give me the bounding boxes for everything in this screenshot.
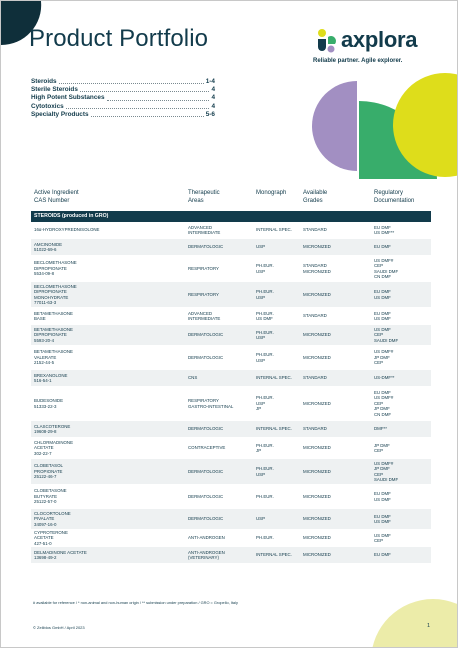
cell-regulatory <box>374 222 430 238</box>
cell-ingredient-text: BECLOMETHASONE DIPROPIONATE 5534-09-8 <box>34 260 77 277</box>
cell-monograph <box>256 325 302 345</box>
cell-regulatory <box>374 256 430 281</box>
cell-regulatory <box>374 421 430 437</box>
cell-monograph-text: USP <box>256 244 266 250</box>
cell-grades-text: MICRONIZED <box>303 535 331 541</box>
cell-grades <box>303 438 369 458</box>
cell-ingredient-text: CHLORMADINONE ACETATE 302-22-7 <box>34 439 74 456</box>
cell-grades <box>303 421 369 437</box>
cell-areas-text: RESPIRATORY <box>188 265 219 271</box>
cell-areas <box>188 239 252 255</box>
cell-monograph-text: INTERNAL SPEC. <box>256 375 292 381</box>
cell-areas <box>188 282 252 307</box>
table-of-contents <box>31 78 215 119</box>
cell-regulatory <box>374 438 430 458</box>
header-regulatory: Regulatory Documentation <box>374 190 415 204</box>
cell-areas-text: RESPIRATORY GASTRO-INTESTINAL <box>188 398 234 409</box>
toc-item[interactable]: High Potent Substances 4 <box>31 94 215 102</box>
table-header <box>31 190 431 212</box>
cell-monograph-text: PH.EUR. US DMF <box>256 310 274 321</box>
cell-ingredient <box>34 387 184 420</box>
cell-grades-text: STANDARD <box>303 313 327 319</box>
cell-grades <box>303 325 369 345</box>
cell-areas <box>188 530 252 546</box>
cell-regulatory-text: EU DMF US DMF <box>374 289 391 300</box>
cell-regulatory-text: JP DMF CEP <box>374 442 390 453</box>
page-number: 1 <box>427 623 431 629</box>
table-row <box>31 530 431 547</box>
cell-regulatory-text: EU DMF US DMF** <box>374 224 395 235</box>
cell-monograph <box>256 509 302 529</box>
cell-areas-text: ANTI-ANDROGEN (VETERINARY) <box>188 549 225 560</box>
cell-grades <box>303 346 369 369</box>
cell-monograph-text: PH.EUR. JP <box>256 442 274 453</box>
cell-ingredient <box>34 530 184 546</box>
logo-wordmark: axplora <box>341 27 418 52</box>
cell-regulatory <box>374 459 430 484</box>
cell-areas <box>188 325 252 345</box>
cell-monograph <box>256 485 302 508</box>
cell-areas <box>188 222 252 238</box>
cell-grades <box>303 239 369 255</box>
page-title: Product Portfolio <box>29 25 209 52</box>
cell-grades <box>303 370 369 386</box>
cell-regulatory-text: EU DMF US DMF# CEP JP DMF CN DMF <box>374 389 394 417</box>
yellow-footer-circle <box>371 599 457 647</box>
cell-monograph-text: PH.EUR. <box>256 535 274 541</box>
cell-ingredient <box>34 346 184 369</box>
cell-regulatory <box>374 325 430 345</box>
cell-monograph <box>256 308 302 324</box>
table-row <box>31 485 431 509</box>
cell-areas <box>188 308 252 324</box>
cell-monograph <box>256 222 302 238</box>
cell-monograph-text: PH.EUR. USP <box>256 329 274 340</box>
cell-grades <box>303 547 369 563</box>
cell-grades-text: MICRONIZED <box>303 400 331 406</box>
table-row <box>31 222 431 239</box>
cell-ingredient-text: BETAMETHASONE VALERATE 2152-44-5 <box>34 349 73 366</box>
cell-regulatory-text: EU DMF US DMF <box>374 491 391 502</box>
cell-regulatory-text: US DMF# JP DMF CEP SAUDI DMF <box>374 460 399 482</box>
cell-grades-text: MICRONIZED <box>303 493 331 499</box>
cell-areas-text: CONTRACEPTIVE <box>188 445 226 451</box>
cell-regulatory <box>374 239 430 255</box>
cell-monograph <box>256 346 302 369</box>
cell-ingredient <box>34 438 184 458</box>
cell-areas-text: DERMATOLOGIC <box>188 332 224 338</box>
cell-grades <box>303 485 369 508</box>
cell-regulatory-text: EU DMF <box>374 552 391 558</box>
cell-areas-text: DERMATOLOGIC <box>188 354 224 360</box>
cell-monograph-text: INTERNAL SPEC. <box>256 552 292 558</box>
cell-ingredient <box>34 308 184 324</box>
cell-ingredient-text: BECLOMETHASONE DIPROPIONATE MONOHYDRATE 77011-63-3 <box>34 283 77 305</box>
header-areas: Therapeutic Areas <box>188 190 220 204</box>
cell-grades-text: MICRONIZED <box>303 244 331 250</box>
cell-regulatory <box>374 346 430 369</box>
cell-monograph-text: PH.EUR. USP JP <box>256 395 274 412</box>
toc-item[interactable]: Cytotoxics 4 <box>31 102 215 110</box>
cell-regulatory-text: US DMF CEP SAUDI DMF <box>374 326 399 343</box>
cell-regulatory-text: US DMF# CEP SAUDI DMF CN DMF <box>374 257 399 279</box>
cell-ingredient <box>34 256 184 281</box>
cell-ingredient-text: AMCINONIDE 51022-69-6 <box>34 241 63 252</box>
cell-grades-text: MICRONIZED <box>303 332 331 338</box>
cell-regulatory <box>374 308 430 324</box>
cell-monograph <box>256 459 302 484</box>
cell-areas-text: DERMATOLOGIC <box>188 426 224 432</box>
cell-monograph <box>256 547 302 563</box>
footer-copyright: © Zeliblos GmbH / April 2023 <box>33 625 85 630</box>
header-ingredient: Active Ingredient CAS Number <box>34 190 79 204</box>
cell-monograph-text: PH.EUR. USP <box>256 352 274 363</box>
cell-grades-text: MICRONIZED <box>303 445 331 451</box>
cell-monograph-text: PH.EUR. USP <box>256 289 274 300</box>
cell-grades-text: MICRONIZED <box>303 516 331 522</box>
cell-areas-text: CNS <box>188 375 198 381</box>
cell-grades-text: MICRONIZED <box>303 552 331 558</box>
cell-monograph-text: PH.EUR. USP <box>256 263 274 274</box>
cell-grades <box>303 459 369 484</box>
cell-regulatory-text: EU DMF <box>374 244 391 250</box>
cell-grades <box>303 282 369 307</box>
lavender-shape <box>312 81 357 171</box>
cell-ingredient-text: BETAMETHASONE DIPROPIONATE 5593-20-4 <box>34 326 73 343</box>
table-row <box>31 239 431 256</box>
cell-areas-text: ADVANCED INTERMEDIATE <box>188 310 221 321</box>
cell-ingredient <box>34 421 184 437</box>
table-row <box>31 308 431 325</box>
table-body <box>31 222 431 564</box>
cell-grades <box>303 387 369 420</box>
table-row <box>31 370 431 387</box>
cell-grades-text: MICRONIZED <box>303 468 331 474</box>
cell-ingredient-text: BETAMETHASONE BASE <box>34 310 73 321</box>
table-row <box>31 325 431 346</box>
cell-ingredient-text: 16α-HYDROXYPREDNISOLONE <box>34 227 100 233</box>
cell-regulatory <box>374 387 430 420</box>
cell-areas-text: ADVANCED INTERMEDIATE <box>188 224 221 235</box>
cell-regulatory-text: EU DMF US DMF <box>374 310 391 321</box>
cell-grades-text: MICRONIZED <box>303 354 331 360</box>
cell-ingredient-text: CLOCORTOLONE PIVALATE 34097-16-0 <box>34 510 71 527</box>
cell-ingredient <box>34 485 184 508</box>
cell-monograph <box>256 530 302 546</box>
cell-monograph <box>256 438 302 458</box>
table-row <box>31 387 431 421</box>
cell-areas <box>188 485 252 508</box>
cell-ingredient-text: BREXANOLONE 516-54-1 <box>34 372 68 383</box>
cell-areas <box>188 370 252 386</box>
cell-ingredient-text: CLOBETASONE BUTYRATE 25122-57-0 <box>34 488 67 505</box>
cell-monograph-text: INTERNAL SPEC. <box>256 426 292 432</box>
cell-areas-text: ANTI-ANDROGEN <box>188 535 225 541</box>
cell-areas <box>188 509 252 529</box>
cell-areas <box>188 387 252 420</box>
table-row <box>31 547 431 564</box>
cell-ingredient <box>34 222 184 238</box>
logo-mark-icon <box>315 28 339 54</box>
cell-areas <box>188 421 252 437</box>
cell-areas-text: DERMATOLOGIC <box>188 516 224 522</box>
cell-ingredient <box>34 239 184 255</box>
cell-ingredient-text: CLASCOTERONE 19608-29-8 <box>34 423 71 434</box>
cell-monograph <box>256 239 302 255</box>
table-row <box>31 256 431 282</box>
cell-grades <box>303 509 369 529</box>
cell-areas <box>188 346 252 369</box>
cell-areas-text: DERMATOLOGIC <box>188 244 224 250</box>
cell-areas <box>188 459 252 484</box>
cell-regulatory-text: EU DMF US DMF <box>374 513 391 524</box>
cell-monograph <box>256 370 302 386</box>
cell-ingredient <box>34 547 184 563</box>
table-row <box>31 421 431 438</box>
cell-regulatory-text: DMF** <box>374 426 387 432</box>
cell-regulatory <box>374 547 430 563</box>
cell-grades <box>303 256 369 281</box>
cell-regulatory-text: US-DMF** <box>374 375 395 381</box>
header-grades: Available Grades <box>303 190 328 204</box>
table-row <box>31 438 431 459</box>
cell-monograph-text: PH.EUR. USP <box>256 466 274 477</box>
table-row <box>31 509 431 530</box>
cell-areas <box>188 438 252 458</box>
cell-monograph <box>256 256 302 281</box>
cell-monograph <box>256 282 302 307</box>
cell-grades-text: MICRONIZED <box>303 291 331 297</box>
cell-monograph-text: INTERNAL SPEC. <box>256 227 292 233</box>
cell-regulatory-text: US DMF CEP <box>374 532 391 543</box>
section-header: STEROIDS (produced in GRO) <box>31 211 431 222</box>
cell-ingredient <box>34 370 184 386</box>
cell-grades-text: STANDARD <box>303 375 327 381</box>
cell-regulatory <box>374 485 430 508</box>
cell-monograph-text: USP <box>256 516 266 522</box>
cell-regulatory <box>374 370 430 386</box>
cell-areas <box>188 256 252 281</box>
cell-grades <box>303 308 369 324</box>
cell-monograph <box>256 421 302 437</box>
cell-ingredient <box>34 459 184 484</box>
cell-monograph-text: PH.EUR. <box>256 493 274 499</box>
cell-ingredient-text: BUDESONIDE 51333-22-3 <box>34 398 64 409</box>
cell-regulatory <box>374 282 430 307</box>
cell-regulatory <box>374 509 430 529</box>
cell-ingredient <box>34 282 184 307</box>
table-row <box>31 459 431 485</box>
toc-item[interactable]: Sterile Steroids 4 <box>31 86 215 94</box>
cell-areas-text: DERMATOLOGIC <box>188 493 224 499</box>
cell-grades-text: STANDARD <box>303 227 327 233</box>
cell-areas <box>188 547 252 563</box>
cell-areas-text: DERMATOLOGIC <box>188 468 224 474</box>
cell-ingredient-text: CLOBETASOL PROPIONATE 25122-46-7 <box>34 463 63 480</box>
toc-item[interactable]: Steroids 1-4 <box>31 78 215 85</box>
cell-ingredient-text: CYPROTERONE ACETATE 427-51-0 <box>34 529 68 546</box>
cell-areas-text: RESPIRATORY <box>188 291 219 297</box>
cell-regulatory <box>374 530 430 546</box>
toc-item[interactable]: Specialty Products 5-6 <box>31 110 215 118</box>
table-row <box>31 282 431 308</box>
header-monograph: Monograph <box>256 190 287 196</box>
cell-grades <box>303 530 369 546</box>
logo-tagline: Reliable partner. Agile explorer. <box>313 58 403 64</box>
cell-ingredient <box>34 509 184 529</box>
cell-regulatory-text: US DMF# JP DMF CEP <box>374 349 394 366</box>
cell-ingredient <box>34 325 184 345</box>
table-row <box>31 346 431 370</box>
cell-grades-text: STANDARD MICRONIZED <box>303 263 331 274</box>
footnote: # available for reference / * non-animal and non-human origin / ** submission under preparation / GRO = Gropello, Italy <box>33 600 238 605</box>
cell-grades-text: STANDARD <box>303 426 327 432</box>
product-table <box>31 211 431 564</box>
cell-ingredient-text: DELMADINONE ACETATE 13698-49-2 <box>34 549 87 560</box>
cell-grades <box>303 222 369 238</box>
cell-monograph <box>256 387 302 420</box>
